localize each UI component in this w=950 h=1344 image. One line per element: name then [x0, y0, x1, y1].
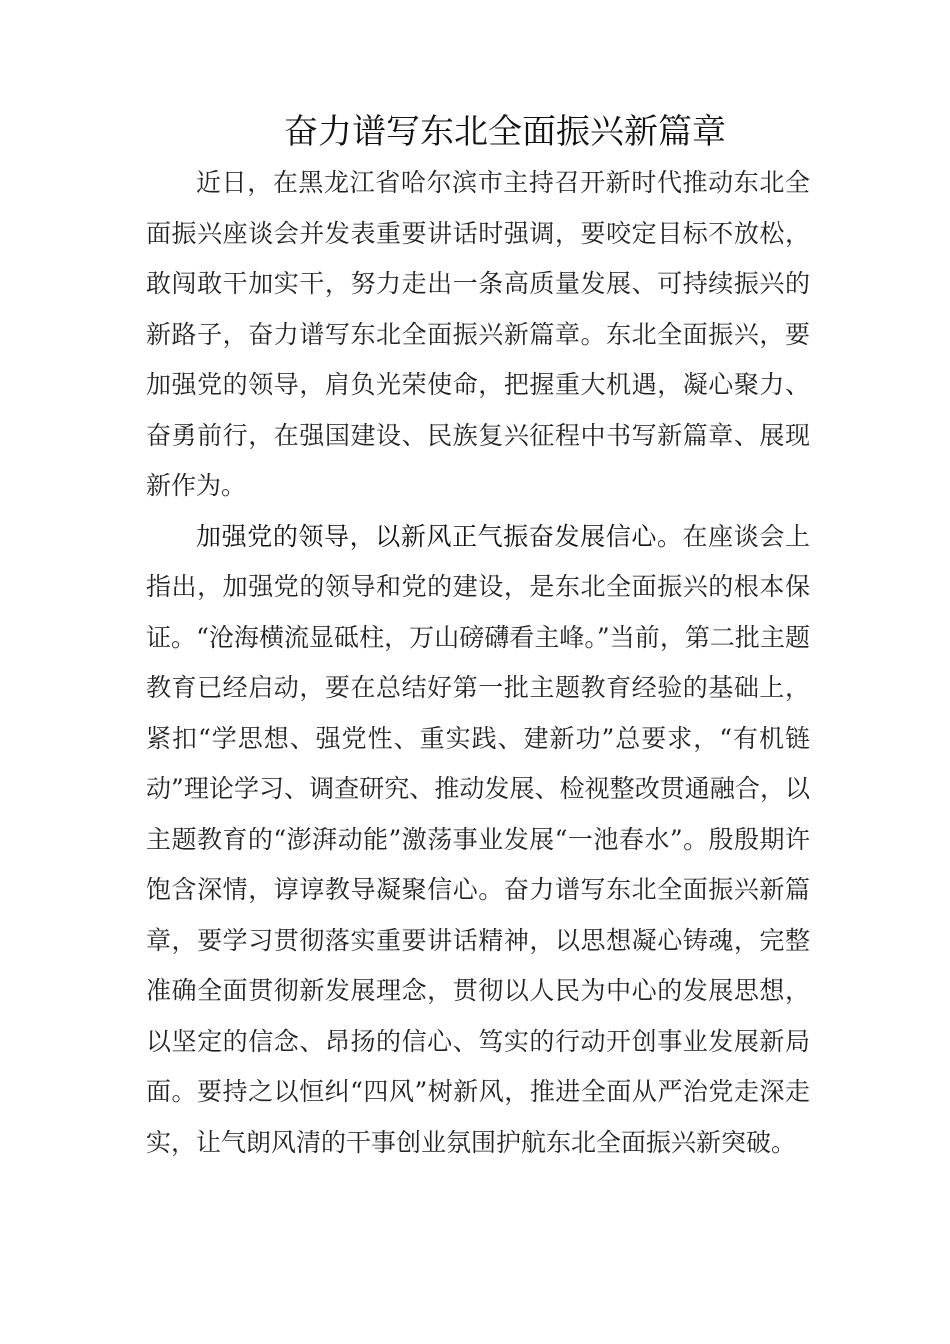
paragraph-2-lead: 加强党的领导，以新风正气振奋发展信心。: [196, 521, 683, 551]
document-title: 奋力谱写东北全面振兴新篇章: [284, 112, 726, 152]
paragraph-1: [146, 158, 810, 512]
document-body: [146, 158, 810, 1168]
paragraph-1-text: 近日，在黑龙江省哈尔滨市主持召开新时代推动东北全面振兴座谈会并发表重要讲话时强调，要咬定目标不放松，敢闯敢干加实干，努力走出一条高质量发展、可持续振兴的新路子，奋力谱写东北全面振兴新篇章。东北全面振兴，要加强党的领导，肩负光荣使命，把握重大机遇，凝心聚力、奋勇前行，在强国建设、民族复兴征程中书写新篇章、展现新作为。: [146, 168, 810, 500]
paragraph-2: [146, 512, 810, 1169]
paragraph-2-text: 在座谈会上指出，加强党的领导和党的建设，是东北全面振兴的根本保证。“沧海横流显砥柱，万山磅礴看主峰。”当前，第二批主题教育已经启动，要在总结好第一批主题教育经验的基础上，紧扣“学思想、强党性、重实践、建新功”总要求，“有机链动”理论学习、调查研究、推动发展、检视整改贯通融合，以主题教育的“澎湃动能”激荡事业发展“一池春水”。殷殷期许饱含深情，谆谆教导凝聚信心。奋力谱写东北全面振兴新篇章，要学习贯彻落实重要讲话精神，以思想凝心铸魂，完整准确全面贯彻新发展理念，贯彻以人民为中心的发展思想，以坚定的信念、昂扬的信心、笃实的行动开创事业发展新局面。要持之以恒纠“四风”树新风，推进全面从严治党走深走实，让气朗风清的干事创业氛围护航东北全面振兴新突破。: [146, 521, 810, 1157]
